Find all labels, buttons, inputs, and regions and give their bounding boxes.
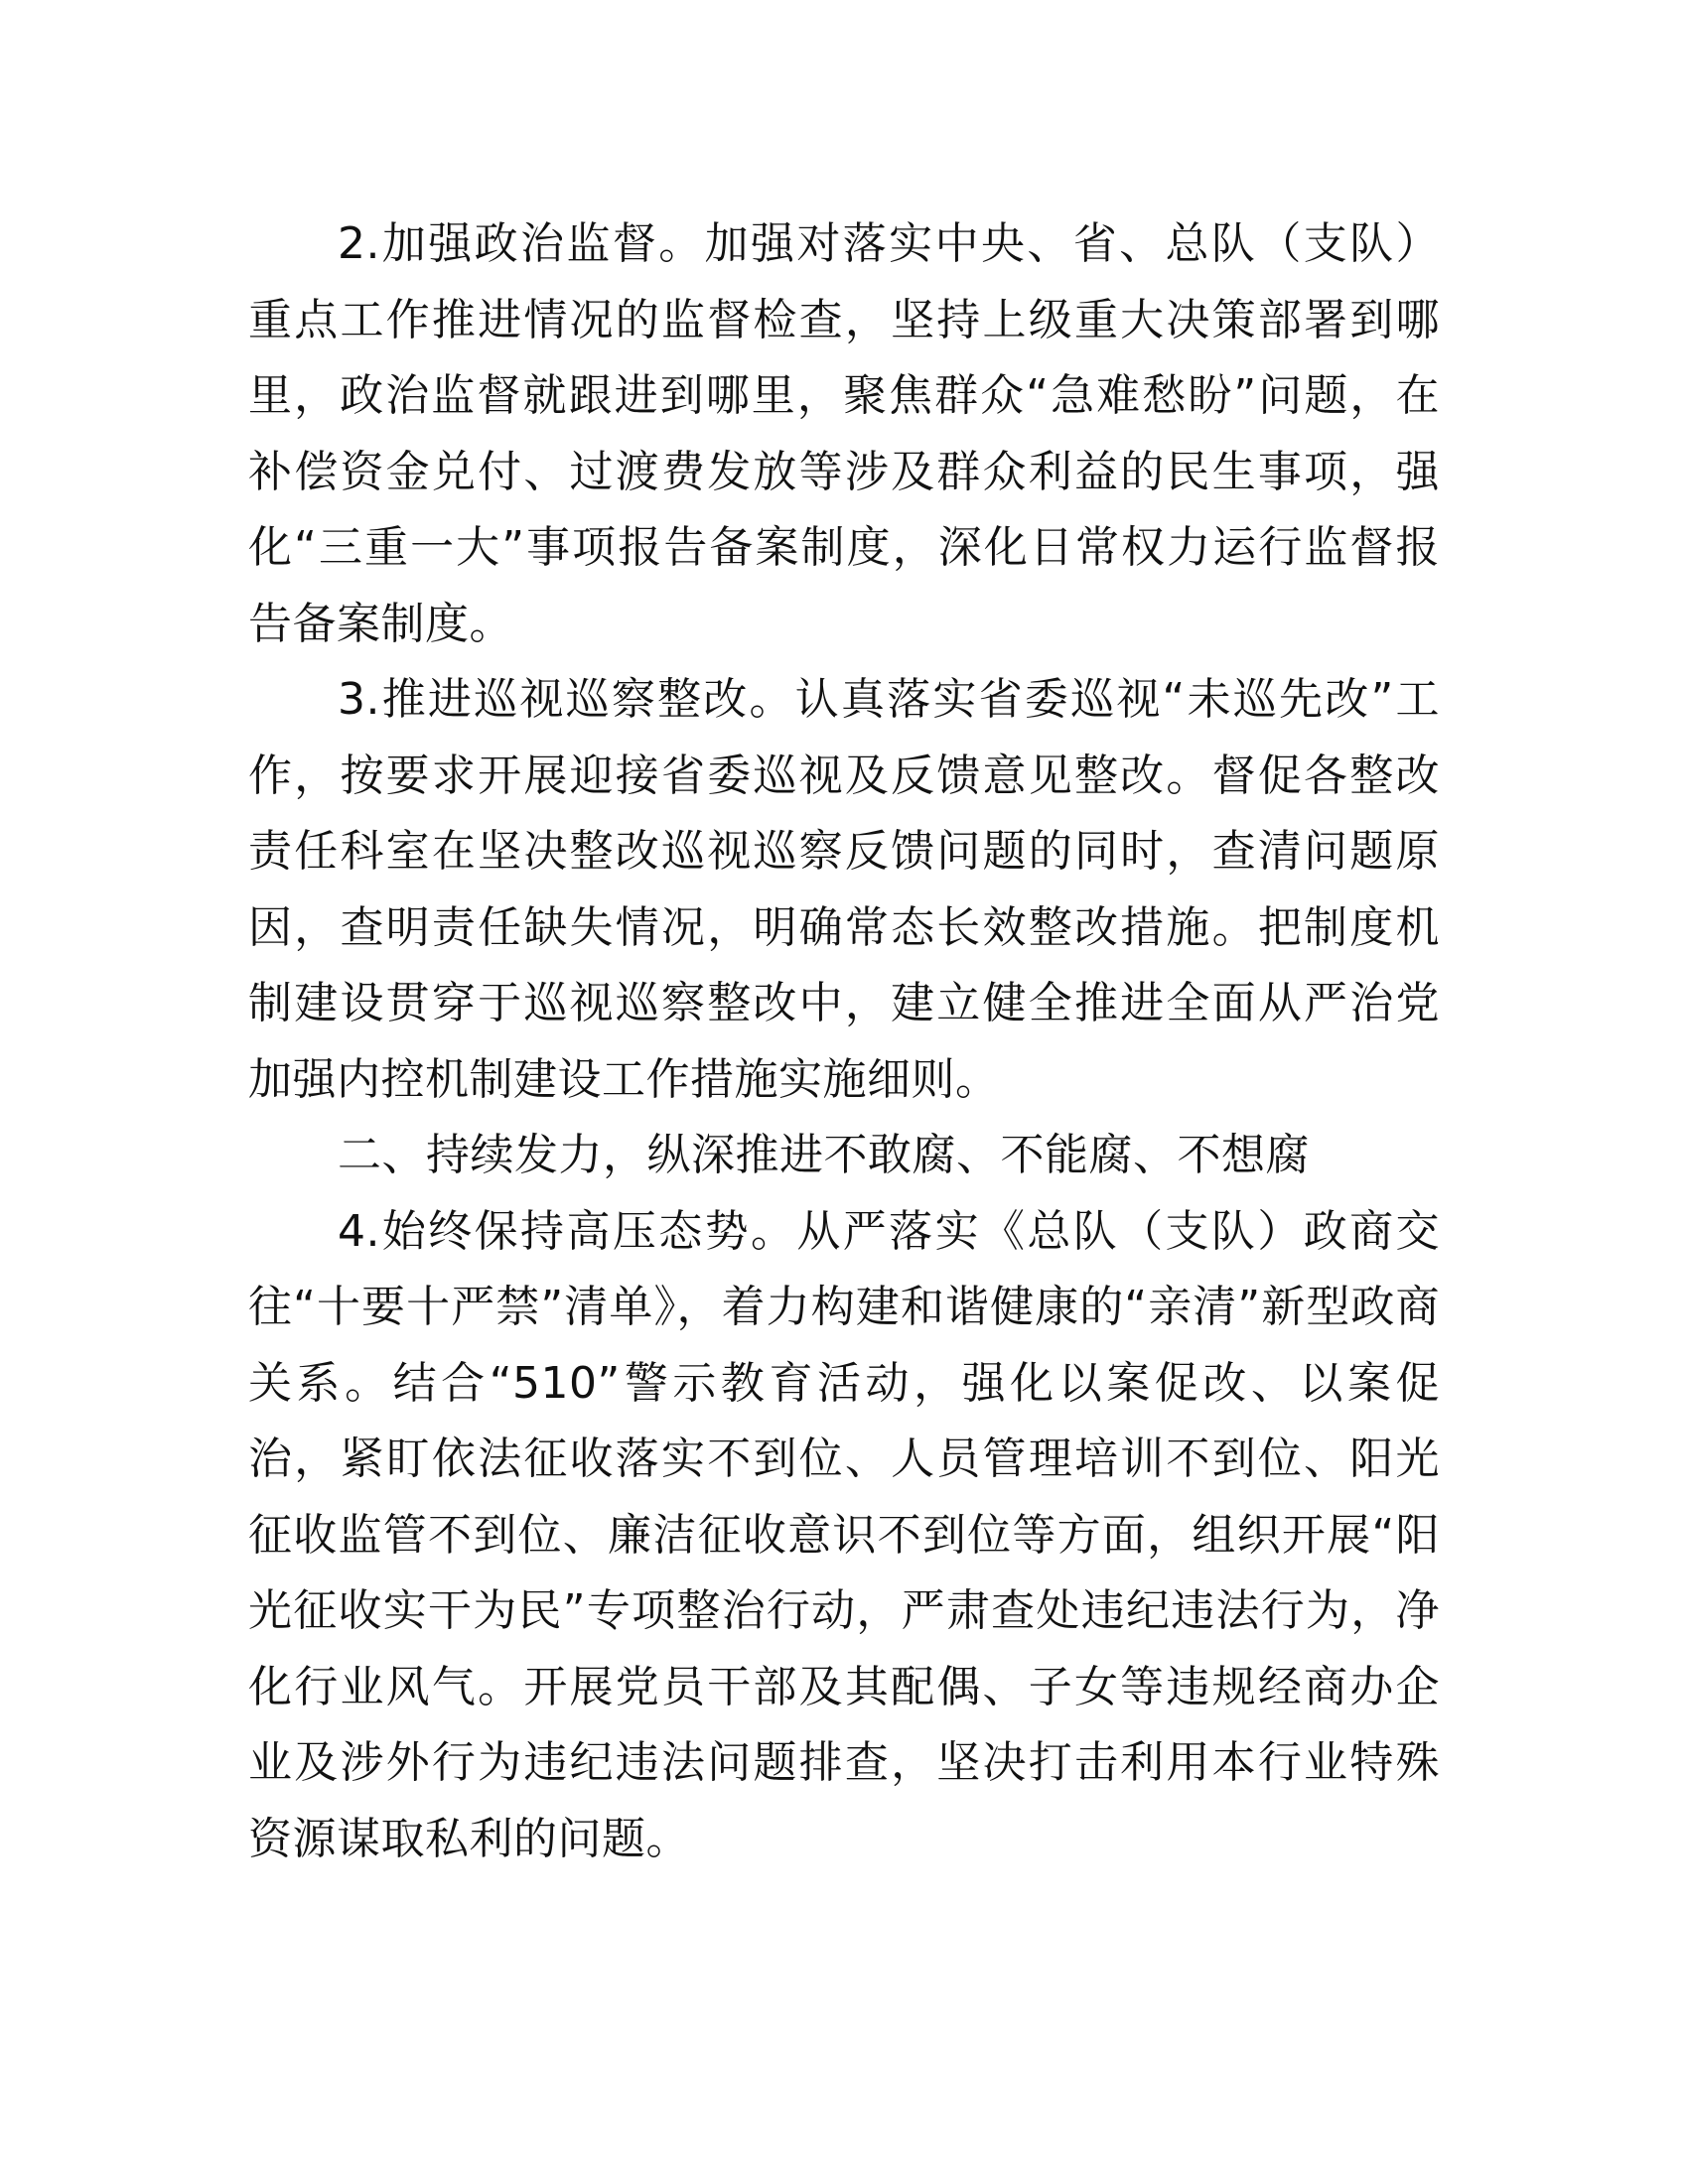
document-body bbox=[248, 206, 1440, 1877]
section-heading-two: 二、持续发力，纵深推进不敢腐、不能腐、不想腐 bbox=[338, 1130, 1310, 1180]
paragraph-political-supervision: 2.加强政治监督。加强对落实中央、省、总队（支队）重点工作推进情况的监督检查，坚持上级重大决策部署到哪里，政治监督就跟进到哪里，聚焦群众“急难愁盼”问题，在补偿资金兑付、过渡费发放等涉及群众利益的民生事项，强化“三重一大”事项报告备案制度，深化日常权力运行监督报告备案制度。 bbox=[248, 218, 1440, 649]
paragraph-inspection-rectification: 3.推进巡视巡察整改。认真落实省委巡视“未巡先改”工作，按要求开展迎接省委巡视及反馈意见整改。督促各整改责任科室在坚决整改巡视巡察反馈问题的同时，查清问题原因，查明责任缺失情况，明确常态长效整改措施。把制度机制建设贯穿于巡视巡察整改中，建立健全推进全面从严治党加强内控机制建设工作措施实施细则。 bbox=[248, 674, 1440, 1105]
paragraph-high-pressure: 4.始终保持高压态势。从严落实《总队（支队）政商交往“十要十严禁”清单》，着力构建和谐健康的“亲清”新型政商关系。结合“510”警示教育活动，强化以案促改、以案促治，紧盯依法征收落实不到位、人员管理培训不到位、阳光征收监管不到位、廉洁征收意识不到位等方面，组织开展“阳光征收实干为民”专项整治行动，严肃查处违纪违法行为，净化行业风气。开展党员干部及其配偶、子女等违规经商办企业及涉外行为违纪违法问题排查，坚决打击利用本行业特殊资源谋取私利的问题。 bbox=[248, 1205, 1440, 1864]
